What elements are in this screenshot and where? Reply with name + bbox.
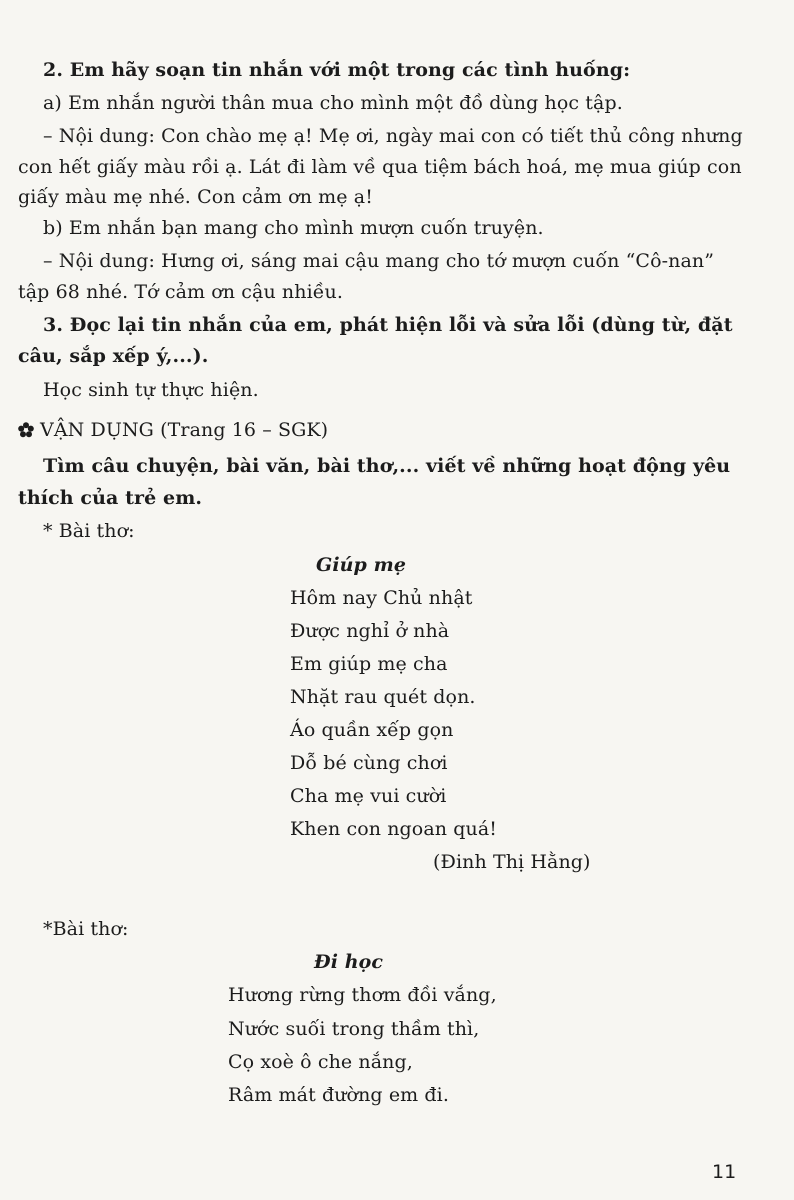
flower-icon [18, 422, 34, 438]
content-b-line: – Nội dung: Hưng ơi, sáng mai cậu mang cho tớ mượn cuốn “Cô-nan” [43, 250, 715, 272]
van-dung-task-line: thích của trẻ em. [18, 487, 203, 509]
poem-2-label: *Bài thơ: [43, 918, 129, 940]
poem-2-line: Hương rừng thơm đồi vắng, [228, 984, 497, 1006]
poem-2-line: Râm mát đường em đi. [228, 1084, 450, 1106]
poem-1-author: (Đinh Thị Hằng) [433, 851, 591, 873]
section-3-answer: Học sinh tự thực hiện. [43, 379, 259, 401]
van-dung-heading-row [18, 418, 328, 442]
content-a-line: – Nội dung: Con chào mẹ ạ! Mẹ ơi, ngày mai con có tiết thủ công nhưng [43, 125, 743, 147]
poem-1-line: Cha mẹ vui cười [290, 785, 447, 807]
poem-1-title: Giúp mẹ [316, 554, 407, 576]
item-a-text: a) Em nhắn người thân mua cho mình một đồ dùng học tập. [43, 92, 623, 114]
van-dung-task-line: Tìm câu chuyện, bài văn, bài thơ,... viết về những hoạt động yêu [43, 455, 731, 477]
section-3-heading-line: câu, sắp xếp ý,...). [18, 345, 209, 367]
poem-1-line: Áo quần xếp gọn [290, 719, 454, 741]
poem-1-line: Hôm nay Chủ nhật [290, 587, 473, 609]
poem-1-line: Được nghỉ ở nhà [290, 620, 450, 642]
content-a-line: giấy màu mẹ nhé. Con cảm ơn mẹ ạ! [18, 186, 373, 208]
section-3-heading-line: 3. Đọc lại tin nhắn của em, phát hiện lỗi và sửa lỗi (dùng từ, đặt [43, 314, 733, 336]
poem-2-title: Đi học [314, 951, 384, 973]
poem-1-line: Khen con ngoan quá! [290, 818, 498, 840]
poem-1-label: * Bài thơ: [43, 520, 135, 542]
poem-2-line: Cọ xoè ô che nắng, [228, 1051, 413, 1073]
van-dung-heading: VẬN DỤNG (Trang 16 – SGK) [40, 419, 329, 441]
poem-1-line: Em giúp mẹ cha [290, 653, 448, 675]
poem-1-line: Dỗ bé cùng chơi [290, 752, 448, 774]
content-a-line: con hết giấy màu rồi ạ. Lát đi làm về qua tiệm bách hoá, mẹ mua giúp con [18, 156, 742, 178]
poem-2-line: Nước suối trong thầm thì, [228, 1018, 480, 1040]
page-number: 11 [712, 1161, 737, 1183]
content-b-line: tập 68 nhé. Tớ cảm ơn cậu nhiều. [18, 281, 344, 303]
poem-1-line: Nhặt rau quét dọn. [290, 686, 476, 708]
item-b-text: b) Em nhắn bạn mang cho mình mượn cuốn truyện. [43, 217, 544, 239]
section-2-heading: 2. Em hãy soạn tin nhắn với một trong các tình huống: [43, 59, 631, 81]
